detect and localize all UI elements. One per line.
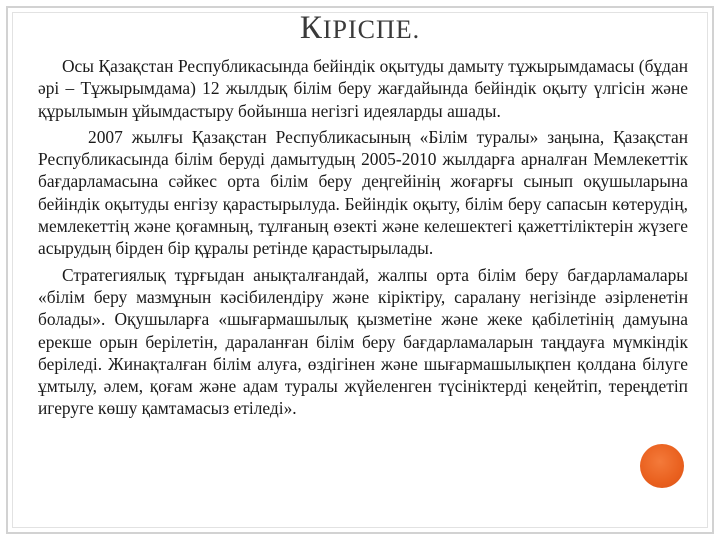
paragraph-strategy: Стратегиялық тұрғыдан анықталғандай, жалпы орта білім беру бағдарламалары «білім беру мазмұнын кәсібилендіру және кіріктіру, саралану негізінде әзірленетін болады». Оқушыларға «шығармашылық қызметіне және жеке қабілетінің дамуына ерекше орын берілетін, дараланған білім беру бағдарламаларын таңдауға мүмкіндік беріледі. Жинақталған білім алуға, өздігінен және шығармашылықпен қолдана білуге ұмтылу, әлем, қоғам және адам туралы жүйеленген түсініктерді кеңейтіп, тереңдетіп игеруге көшу қамтамасыз етіледі». (38, 264, 688, 419)
orange-circle-decoration (640, 444, 684, 488)
slide-title-initial: К (299, 10, 323, 46)
slide-title-rest: ІРІСПЕ. (322, 15, 421, 44)
paragraph-intro: Осы Қазақстан Республикасында бейіндік оқытуды дамыту тұжырымдамасы (бұдан әрі – Тұжырымдама) 12 жылдық білім беру жағдайында бейіндік оқыту үлгісін және құрылымын ұйымдастыру бойынша негізгі идеяларды ашады. (38, 56, 688, 121)
slide-body (38, 55, 688, 424)
paragraph-law-2007: 2007 жылғы Қазақстан Республикасының «Білім туралы» заңына, Қазақстан Республикасында білім беруді дамытудың 2005-2010 жылдарға арналған Мемлекеттік бағдарламасына сәйкес орта білім беру деңгейінің жоғарғы сынып оқушыларына бейіндік оқытуды енгізу қарастырылуда. Бейіндік оқыту, білім беру сапасын көтерудің, мемлекеттің және қоғамның, тұлғаның өзекті және келешектегі қажеттіліктерін жүзеге асырудың бірден бір құралы ретінде қарастырылады. (38, 126, 688, 259)
slide-title (0, 10, 720, 47)
